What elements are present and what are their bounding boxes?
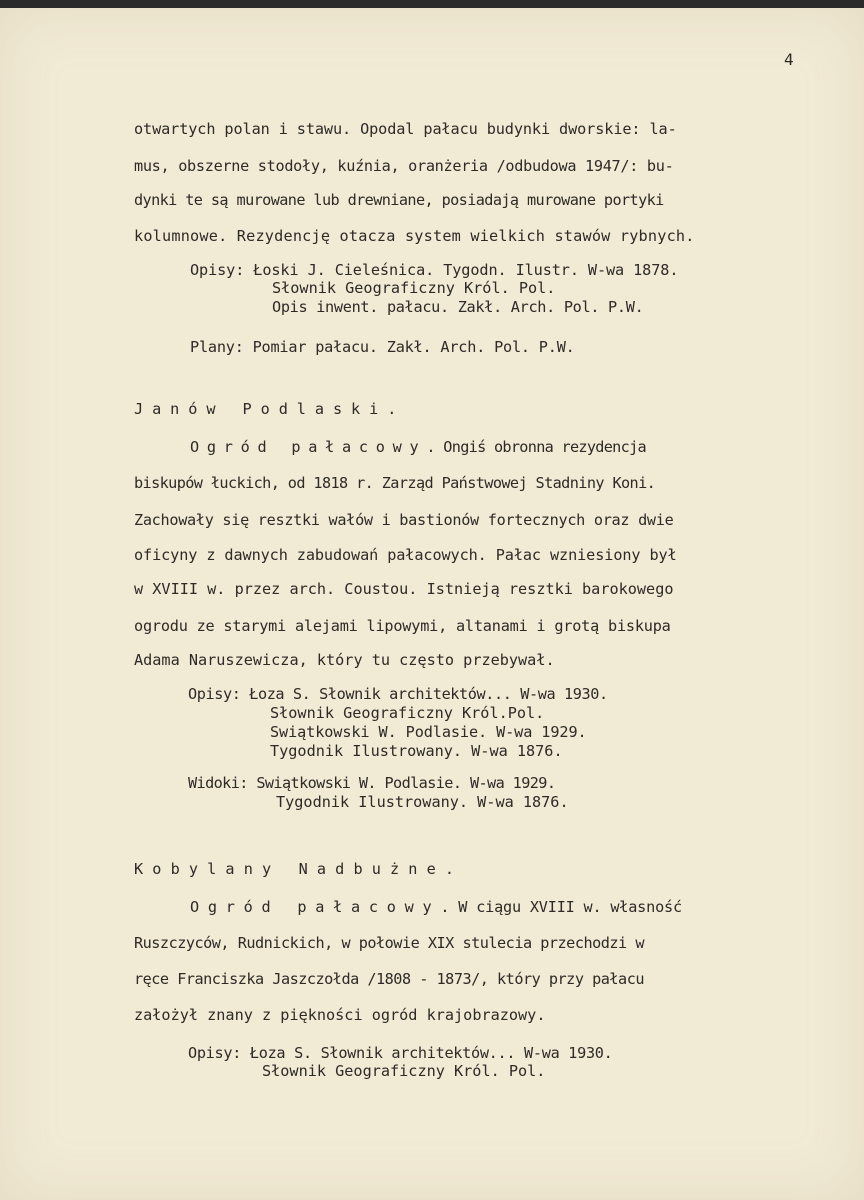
text-line: Opis inwent. pałacu. Zakł. Arch. Pol. P.W.	[272, 298, 644, 316]
text-line: otwartych polan i stawu. Opodal pałacu budynki dworskie: la-	[134, 120, 677, 138]
text-line: Słownik Geograficzny Król.Pol.	[270, 704, 545, 722]
text-line: ręce Franciszka Jaszczołda /1808 - 1873/, który przy pałacu	[134, 970, 644, 988]
text-line: Słownik Geograficzny Król. Pol.	[272, 279, 556, 297]
text-line: Tygodnik Ilustrowany. W-wa 1876.	[276, 793, 569, 811]
text-line: mus, obszerne stodoły, kuźnia, oranżeria /odbudowa 1947/: bu-	[134, 157, 674, 175]
section-heading: K o b y l a n y N a d b u ż n e .	[134, 860, 455, 878]
page-number: 4	[784, 50, 794, 69]
text-line: Swiątkowski W. Podlasie. W-wa 1929.	[270, 723, 587, 741]
text-line: w XVIII w. przez arch. Coustou. Istnieją resztki barokowego	[134, 580, 674, 598]
text-line: O g r ó d p a ł a c o w y . W ciągu XVIII w. własność	[190, 898, 682, 916]
text-line: Opisy: Łoza S. Słownik architektów... W-wa 1930.	[188, 1044, 613, 1062]
text-line: O g r ó d p a ł a c o w y . Ongiś obronna rezydencja	[190, 438, 646, 456]
text-line: Widoki: Swiątkowski W. Podlasie. W-wa 1929.	[188, 774, 556, 792]
text-line: biskupów łuckich, od 1818 r. Zarząd Państwowej Stadniny Koni.	[134, 474, 656, 492]
section-heading: J a n ó w P o d l a s k i .	[134, 400, 397, 418]
text-line: Tygodnik Ilustrowany. W-wa 1876.	[270, 742, 563, 760]
text-line: kolumnowe. Rezydencję otacza system wielkich stawów rybnych.	[134, 227, 695, 245]
document-page	[0, 8, 864, 1200]
text-line: Opisy: Łoza S. Słownik architektów... W-wa 1930.	[188, 685, 608, 703]
text-line: Opisy: Łoski J. Cieleśnica. Tygodn. Ilustr. W-wa 1878.	[190, 261, 679, 279]
text-line: oficyny z dawnych zabudowań pałacowych. Pałac wzniesiony był	[134, 546, 677, 564]
text-line: ogrodu ze starymi alejami lipowymi, altanami i grotą biskupa	[134, 617, 671, 635]
text-line: założył znany z piękności ogród krajobrazowy.	[134, 1006, 546, 1024]
text-line: Słownik Geograficzny Król. Pol.	[262, 1062, 546, 1080]
text-line: dynki te są murowane lub drewniane, posiadają murowane portyki	[134, 191, 664, 209]
text-line: Plany: Pomiar pałacu. Zakł. Arch. Pol. P.W.	[190, 338, 575, 356]
text-line: Adama Naruszewicza, który tu często przebywał.	[134, 651, 555, 669]
text-line: Ruszczyców, Rudnickich, w połowie XIX stulecia przechodzi w	[134, 934, 644, 952]
text-line: Zachowały się resztki wałów i bastionów fortecznych oraz dwie	[134, 511, 674, 529]
